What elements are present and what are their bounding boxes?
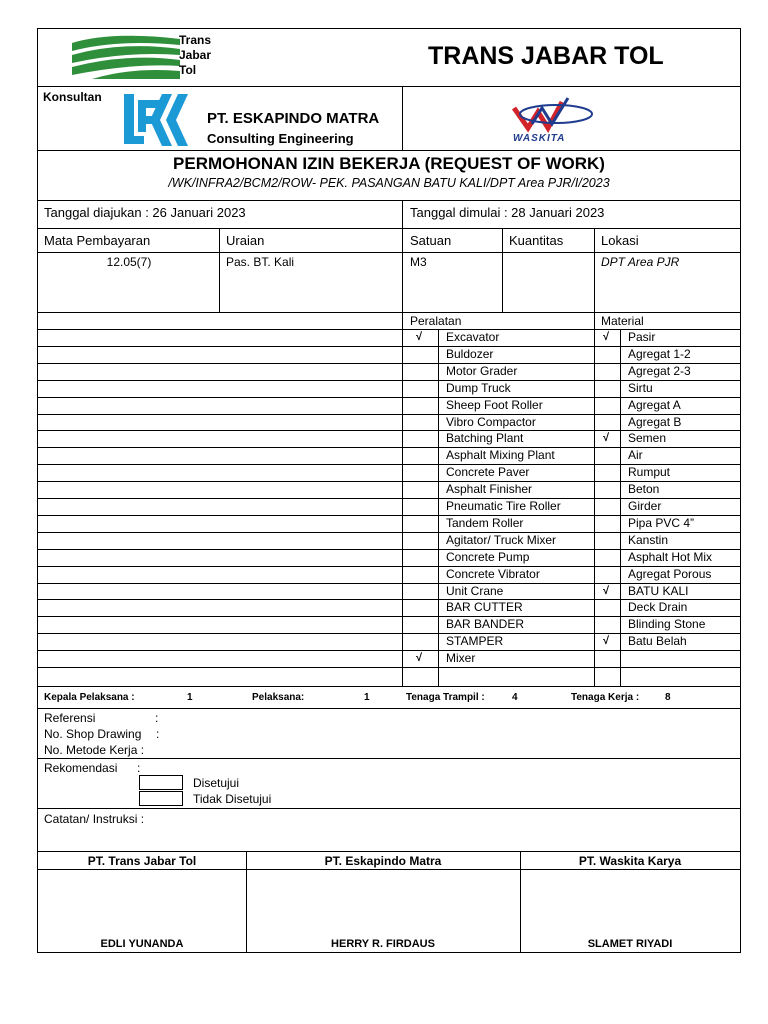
approve-checkbox[interactable]: [139, 775, 183, 790]
metode-kerja-label: No. Metode Kerja :: [44, 743, 145, 757]
equipment-item: Unit Crane: [446, 584, 504, 598]
approve-label: Disetujui: [193, 776, 240, 790]
signature-company-3: PT. Waskita Karya: [578, 854, 682, 868]
material-item: Agregat Porous: [628, 567, 712, 581]
divider: [37, 200, 740, 201]
equipment-item: Concrete Paver: [446, 465, 530, 479]
divider: [402, 200, 403, 312]
material-check-mark: √: [603, 331, 610, 343]
signature-company-2: PT. Eskapindo Matra: [324, 854, 442, 868]
page-title: TRANS JABAR TOL: [428, 42, 664, 70]
shop-drawing-colon: :: [156, 727, 160, 741]
logo-text-line-3: Tol: [179, 63, 197, 77]
equipment-item: Pneumatic Tire Roller: [446, 499, 561, 513]
form-title: PERMOHONAN IZIN BEKERJA (REQUEST OF WORK): [173, 154, 605, 173]
divider: [37, 86, 740, 87]
equipment-item: Vibro Compactor: [446, 415, 536, 429]
referensi-label: Referensi: [44, 711, 96, 725]
material-item: Kanstin: [628, 533, 669, 547]
pelaksana-label: Pelaksana:: [252, 692, 305, 703]
eskapindo-logo-icon: [120, 92, 196, 148]
equipment-item: Asphalt Mixing Plant: [446, 448, 555, 462]
frame-top: [37, 28, 740, 29]
equipment-item: Concrete Vibrator: [446, 567, 540, 581]
frame-left: [37, 28, 38, 952]
frame-right: [740, 28, 741, 952]
tenaga-kerja-label: Tenaga Kerja :: [571, 692, 640, 703]
form-reference-no: /WK/INFRA2/BCM2/ROW- PEK. PASANGAN BATU KALI/DPT Area PJR/I/2023: [168, 176, 610, 190]
equipment-item: Mixer: [446, 651, 476, 665]
consultant-sub: Consulting Engineering: [207, 131, 354, 146]
col-lokasi: Lokasi: [601, 233, 639, 248]
divider: [37, 150, 740, 151]
item-lokasi: DPT Area PJR: [601, 255, 680, 269]
material-item: Agregat 2-3: [628, 364, 691, 378]
material-check-mark: √: [603, 585, 610, 597]
material-item: Batu Belah: [628, 634, 687, 648]
pelaksana-value: 1: [364, 692, 370, 703]
tenaga-trampil-value: 4: [512, 692, 518, 703]
equipment-item: Dump Truck: [446, 381, 511, 395]
equipment-header: Peralatan: [410, 314, 462, 328]
equipment-item: Sheep Foot Roller: [446, 398, 543, 412]
rekomendasi-label: Rekomendasi: [44, 761, 118, 775]
material-item: Agregat B: [628, 415, 682, 429]
material-item: Semen: [628, 431, 667, 445]
date-start: Tanggal dimulai : 28 Januari 2023: [410, 205, 605, 220]
kepala-pelaksana-value: 1: [187, 692, 193, 703]
date-submitted: Tanggal diajukan : 26 Januari 2023: [44, 205, 246, 220]
equipment-item: Tandem Roller: [446, 516, 524, 530]
tenaga-kerja-value: 8: [665, 692, 671, 703]
equipment-check-mark: √: [416, 652, 423, 664]
divider: [37, 869, 740, 870]
equipment-item: Batching Plant: [446, 431, 524, 445]
material-item: BATU KALI: [628, 584, 689, 598]
divider: [37, 808, 740, 809]
equipment-item: Motor Grader: [446, 364, 518, 378]
reject-label: Tidak Disetujui: [193, 792, 272, 806]
item-mata-pembayaran: 12.05(7): [106, 255, 152, 269]
road-logo-icon: [72, 33, 180, 79]
divider: [502, 228, 503, 312]
trans-jabar-tol-logo: [72, 33, 224, 81]
referensi-colon: :: [155, 711, 159, 725]
logo-text-line-2: Jabar: [179, 48, 212, 62]
signature-name-3: SLAMET RIYADI: [587, 938, 673, 950]
equipment-item: BAR CUTTER: [446, 600, 523, 614]
material-item: Sirtu: [628, 381, 653, 395]
rekomendasi-colon: :: [137, 761, 141, 775]
equipment-item: STAMPER: [446, 634, 504, 648]
material-item: Pasir: [628, 330, 656, 344]
item-satuan: M3: [410, 255, 427, 269]
equipment-item: Excavator: [446, 330, 500, 344]
col-mata-pembayaran: Mata Pembayaran: [44, 233, 151, 248]
waskita-logo-text: WASKITA: [513, 133, 566, 144]
signature-name-1: EDLI YUNANDA: [100, 938, 184, 950]
consultant-name: PT. ESKAPINDO MATRA: [207, 110, 380, 127]
material-item: Agregat A: [628, 398, 681, 412]
material-item: Blinding Stone: [628, 617, 706, 631]
divider: [37, 758, 740, 759]
grid-row-line: [37, 650, 740, 651]
divider: [246, 851, 247, 952]
tenaga-trampil-label: Tenaga Trampil :: [406, 692, 485, 703]
grid-row-line: [37, 667, 740, 668]
divider: [520, 851, 521, 952]
equipment-check-mark: √: [416, 331, 423, 343]
material-header: Material: [601, 314, 644, 328]
col-kuantitas: Kuantitas: [509, 233, 564, 248]
material-item: Pipa PVC 4”: [628, 516, 695, 530]
material-check-mark: √: [603, 432, 610, 444]
divider: [37, 228, 740, 229]
shop-drawing-label: No. Shop Drawing: [44, 727, 142, 741]
signature-name-2: HERRY R. FIRDAUS: [331, 938, 435, 950]
divider: [37, 708, 740, 709]
divider: [37, 851, 740, 852]
divider: [219, 228, 220, 312]
divider: [402, 312, 403, 686]
equipment-item: Concrete Pump: [446, 550, 530, 564]
equipment-item: Agitator/ Truck Mixer: [446, 533, 557, 547]
divider: [37, 686, 740, 687]
material-item: Air: [628, 448, 643, 462]
material-check-mark: √: [603, 635, 610, 647]
material-item: Beton: [628, 482, 660, 496]
divider: [594, 312, 595, 686]
material-item: Deck Drain: [628, 600, 688, 614]
divider: [594, 228, 595, 312]
equipment-item: Buldozer: [446, 347, 494, 361]
logo-text-line-1: Trans: [179, 33, 212, 47]
equipment-item: BAR BANDER: [446, 617, 525, 631]
kepala-pelaksana-label: Kepala Pelaksana :: [44, 692, 135, 703]
material-item: Agregat 1-2: [628, 347, 691, 361]
col-satuan: Satuan: [410, 233, 452, 248]
material-item: Asphalt Hot Mix: [628, 550, 713, 564]
notes-label: Catatan/ Instruksi :: [44, 812, 145, 826]
item-uraian: Pas. BT. Kali: [226, 255, 295, 269]
material-item: Rumput: [628, 465, 671, 479]
consultant-label: Konsultan: [43, 90, 102, 104]
material-item: Girder: [628, 499, 662, 513]
equipment-item: Asphalt Finisher: [446, 482, 533, 496]
reject-checkbox[interactable]: [139, 791, 183, 806]
col-uraian: Uraian: [226, 233, 265, 248]
signature-company-1: PT. Trans Jabar Tol: [87, 854, 197, 868]
divider: [402, 86, 403, 150]
frame-bottom: [37, 952, 741, 953]
divider: [37, 312, 740, 313]
divider: [37, 252, 740, 253]
